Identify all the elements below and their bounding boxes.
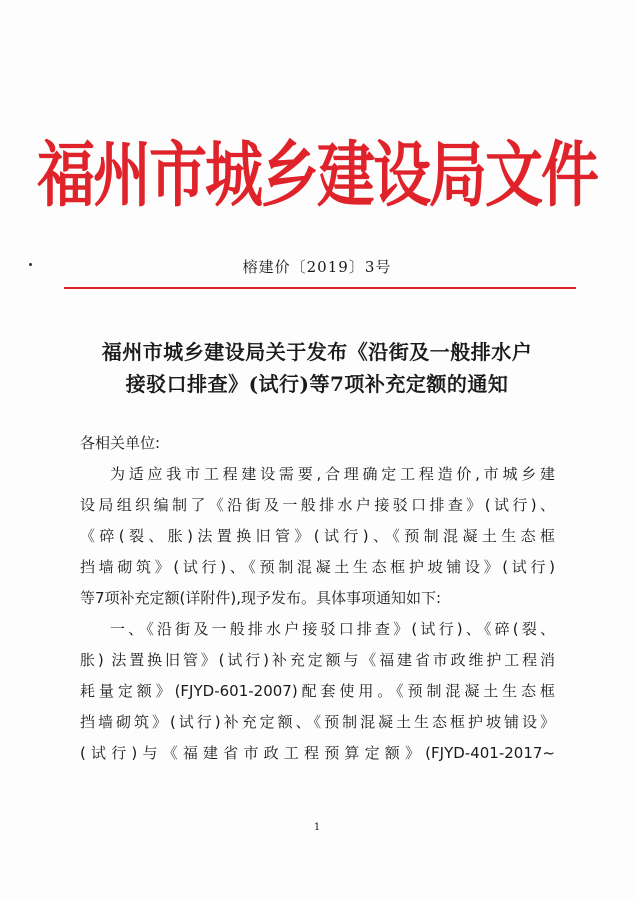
body-line: 耗量定额》(FJYD-601-2007)配套使用。《预制混凝土生态框 [80, 682, 555, 700]
masthead-title: 福州市城乡建设局文件 [36, 133, 597, 217]
red-divider-line [64, 287, 576, 289]
body-line: 胀) 法置换旧管》(试行)补充定额与《福建省市政维护工程消 [80, 651, 555, 669]
body-line: 等7项补充定额(详附件),现予发布。具体事项通知如下: [80, 589, 442, 607]
body-line: 设局组织编制了《沿街及一般排水户接驳口排查》(试行)、 [80, 496, 555, 514]
notice-body [80, 428, 555, 769]
body-line: 为适应我市工程建设需要,合理确定工程造价,市城乡建 [110, 465, 555, 483]
body-line: 一、《沿街及一般排水户接驳口排查》(试行)、《碎(裂、 [110, 620, 555, 638]
body-line: 挡墙砌筑》(试行)补充定额、《预制混凝土生态框护坡铺设》 [80, 713, 555, 731]
salutation: 各相关单位: [80, 434, 161, 452]
notice-title-line-1: 福州市城乡建设局关于发布《沿街及一般排水户 [101, 340, 533, 364]
body-line: 挡墙砌筑》(试行)、《预制混凝土生态框护坡铺设》(试行) [80, 558, 555, 576]
body-line: 《碎(裂、胀)法置换旧管》(试行)、《预制混凝土生态框 [80, 527, 555, 545]
page-number: 1 [313, 822, 321, 833]
body-line: (试行)与《福建省市政工程预算定额》(FJYD-401-2017~ [80, 744, 555, 762]
document-number: 榕建价〔2019〕3号 [242, 258, 392, 276]
notice-title-line-2: 接驳口排查》(试行)等7项补充定额的通知 [125, 372, 509, 396]
